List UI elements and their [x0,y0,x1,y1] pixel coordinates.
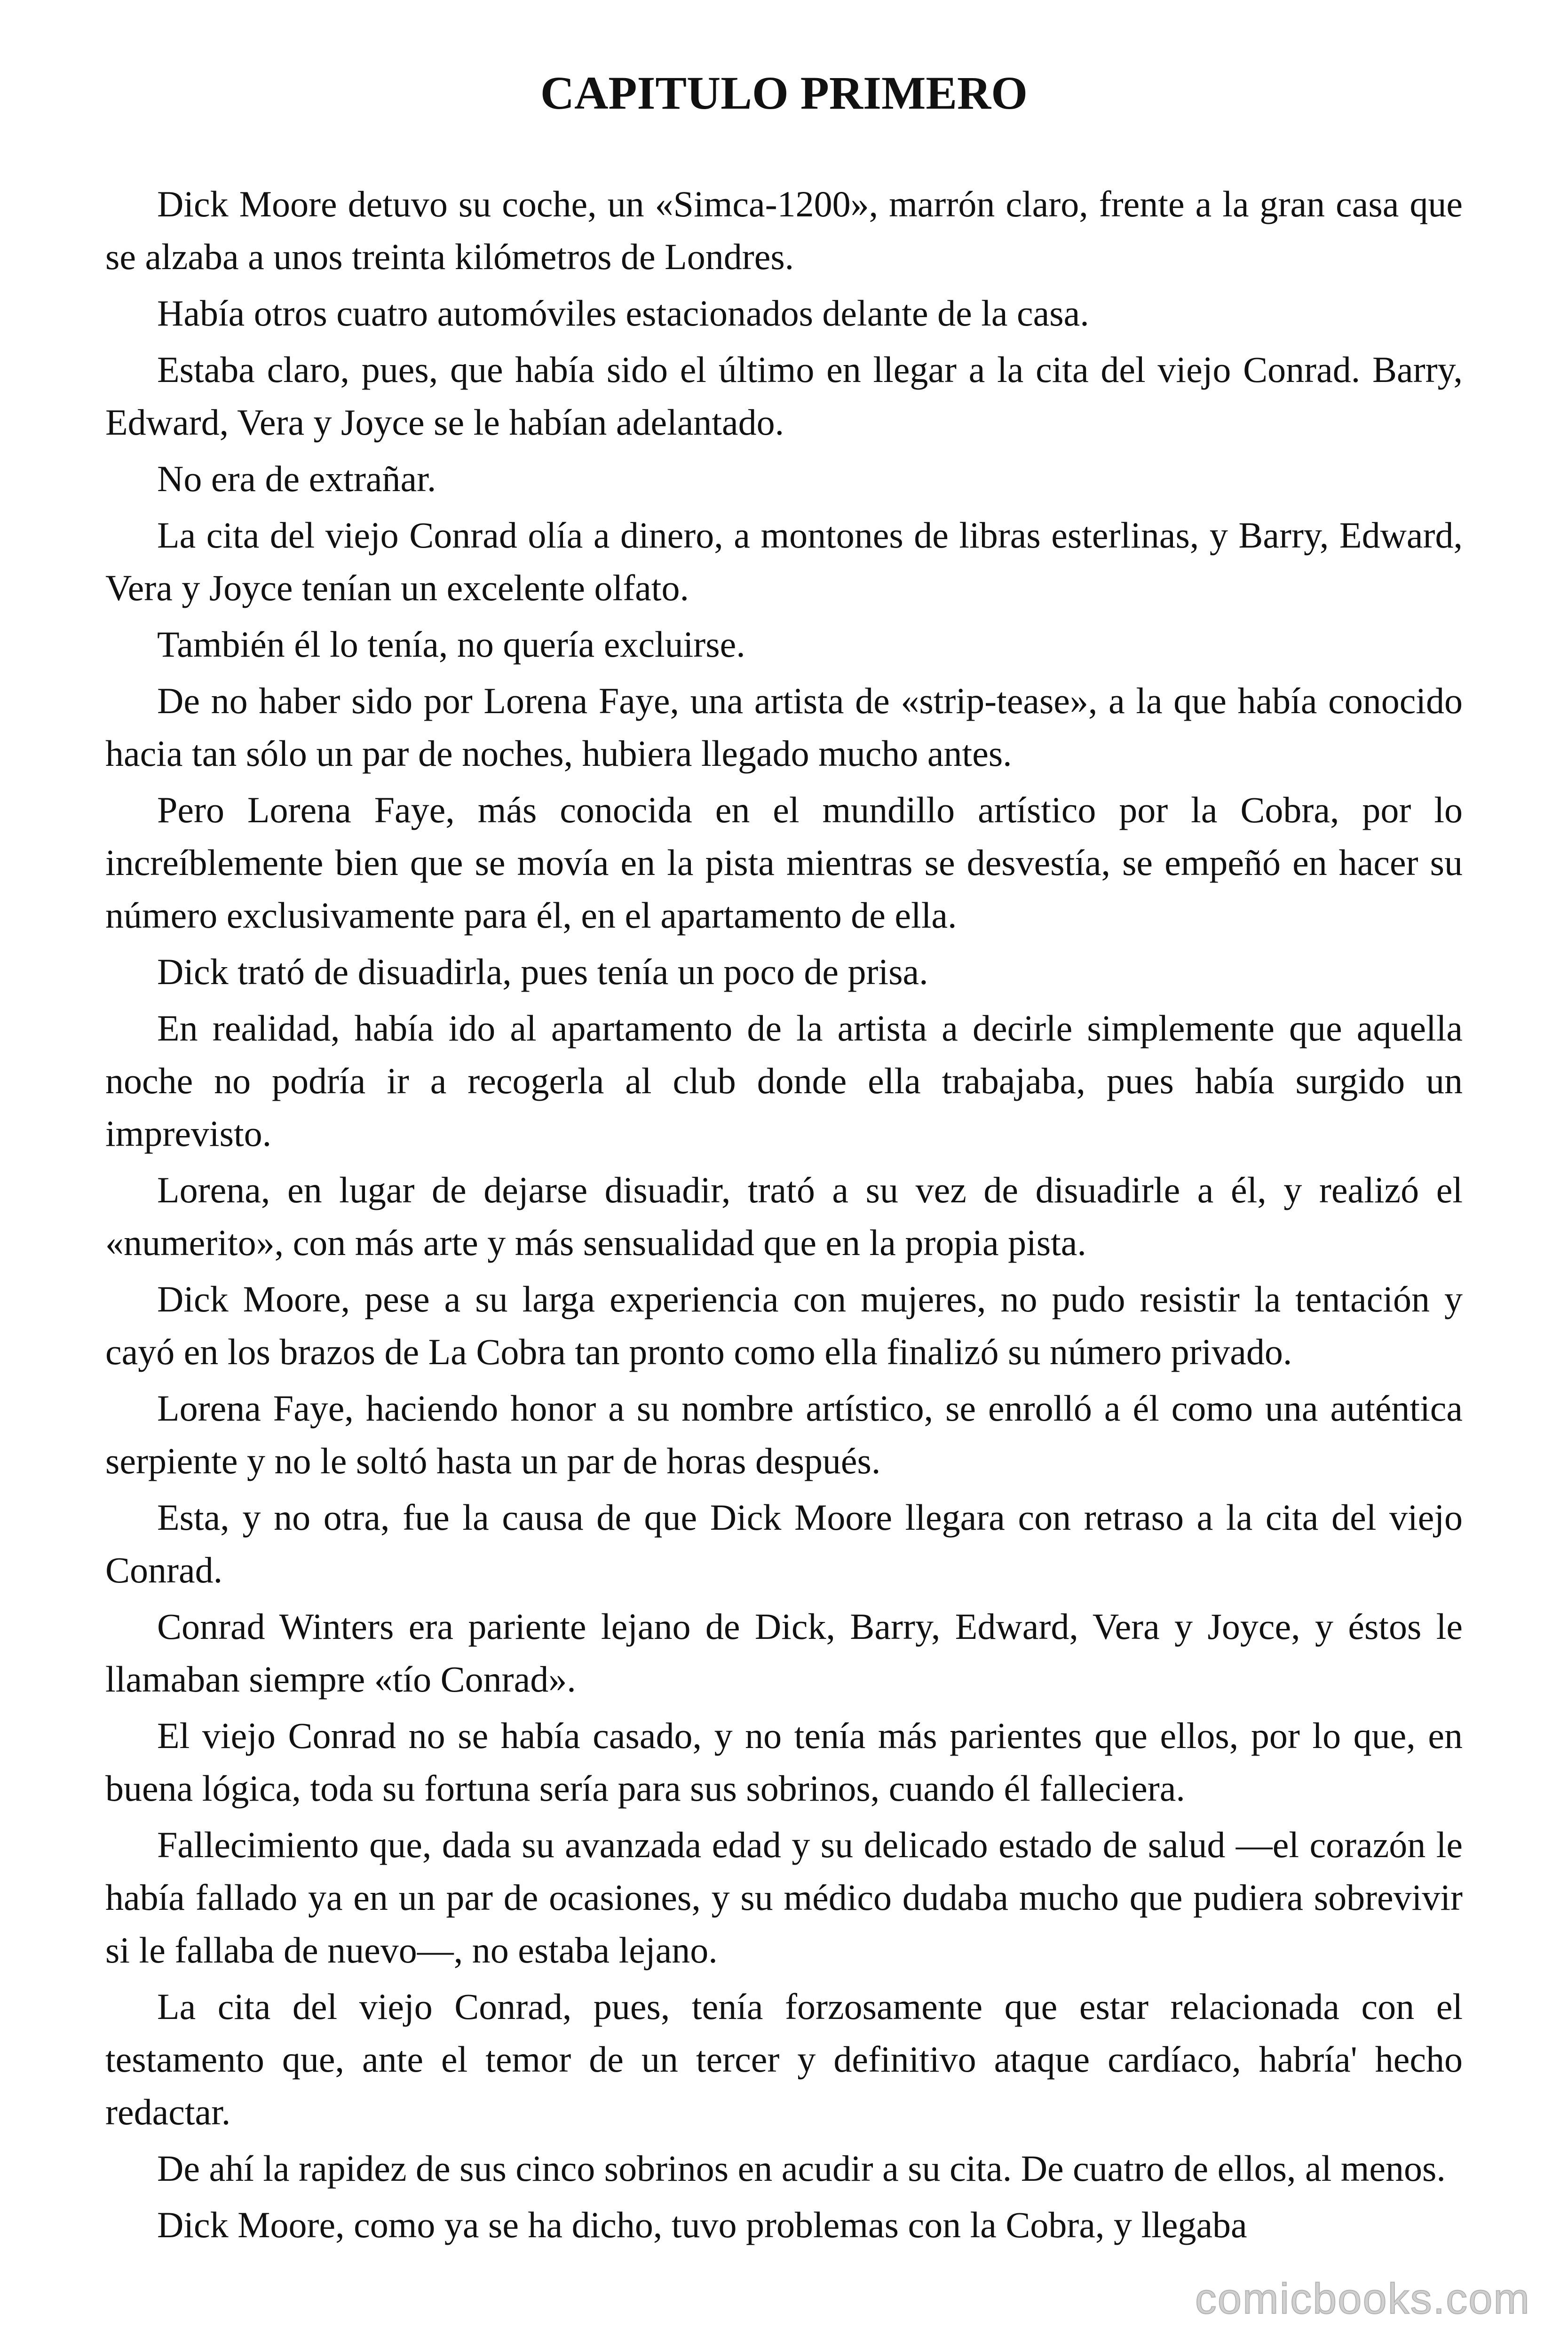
paragraph: Conrad Winters era pariente lejano de Dick, Barry, Edward, Vera y Joyce, y éstos le llamaban siempre «tío Conrad». [105,1606,1463,1700]
paragraph: Había otros cuatro automóviles estacionados delante de la casa. [157,293,1089,334]
paragraph: Esta, y no otra, fue la causa de que Dick Moore llegara con retraso a la cita del viejo Conrad. [105,1497,1463,1590]
body-text [105,178,1463,2255]
paragraph: Lorena Faye, haciendo honor a su nombre artístico, se enrolló a él como una auténtica serpiente y no le soltó hasta un par de horas después. [105,1388,1463,1481]
paragraph: Dick Moore detuvo su coche, un «Simca-1200», marrón claro, frente a la gran casa que se alzaba a unos treinta kilómetros de Londres. [105,183,1463,277]
paragraph: Dick Moore, como ya se ha dicho, tuvo problemas con la Cobra, y llegaba [157,2204,1247,2245]
chapter-title: CAPITULO PRIMERO [540,67,1028,119]
paragraph: Estaba claro, pues, que había sido el último en llegar a la cita del viejo Conrad. Barry, Edward, Vera y Joyce se le habían adelantado. [105,349,1463,443]
paragraph: En realidad, había ido al apartamento de la artista a decirle simplemente que aquella noche no podría ir a recogerla al club donde ella trabajaba, pues había surgido un imprevisto. [105,1008,1463,1154]
paragraph: Dick Moore, pese a su larga experiencia con mujeres, no pudo resistir la tentación y cayó en los brazos de La Cobra tan pronto como ella finalizó su número privado. [105,1279,1463,1372]
paragraph: De no haber sido por Lorena Faye, una artista de «strip-tease», a la que había conocido hacia tan sólo un par de noches, hubiera llegado mucho antes. [105,680,1463,774]
paragraph: No era de extrañar. [157,458,436,499]
paragraph: La cita del viejo Conrad, pues, tenía forzosamente que estar relacionada con el testamento que, ante el temor de un tercer y definitivo ataque cardíaco, habría' hecho redactar. [105,1986,1463,2132]
paragraph: De ahí la rapidez de sus cinco sobrinos en acudir a su cita. De cuatro de ellos, al menos. [157,2148,1446,2189]
paragraph: También él lo tenía, no quería excluirse. [157,624,745,665]
paragraph: La cita del viejo Conrad olía a dinero, a montones de libras esterlinas, y Barry, Edward, Vera y Joyce tenían un excelente olfato. [105,515,1463,608]
paragraph: El viejo Conrad no se había casado, y no tenía más parientes que ellos, por lo que, en buena lógica, toda su fortuna sería para sus sobrinos, cuando él falleciera. [105,1715,1463,1809]
paragraph: Fallecimiento que, dada su avanzada edad y su delicado estado de salud —el corazón le había fallado ya en un par de ocasiones, y su médico dudaba mucho que pudiera sobrevivir si le fallaba de nuevo—, no estaba lejano. [105,1824,1463,1971]
watermark: comicbooks.com [1195,2275,1530,2323]
paragraph: Lorena, en lugar de dejarse disuadir, trató a su vez de disuadirle a él, y realizó el «numerito», con más arte y más sensualidad que en la propia pista. [105,1169,1463,1263]
paragraph: Pero Lorena Faye, más conocida en el mundillo artístico por la Cobra, por lo increíblemente bien que se movía en la pista mientras se desvestía, se empeñó en hacer su número exclusivamente para él, en el apartamento de ella. [105,789,1463,936]
paragraph: Dick trató de disuadirla, pues tenía un poco de prisa. [157,951,928,992]
